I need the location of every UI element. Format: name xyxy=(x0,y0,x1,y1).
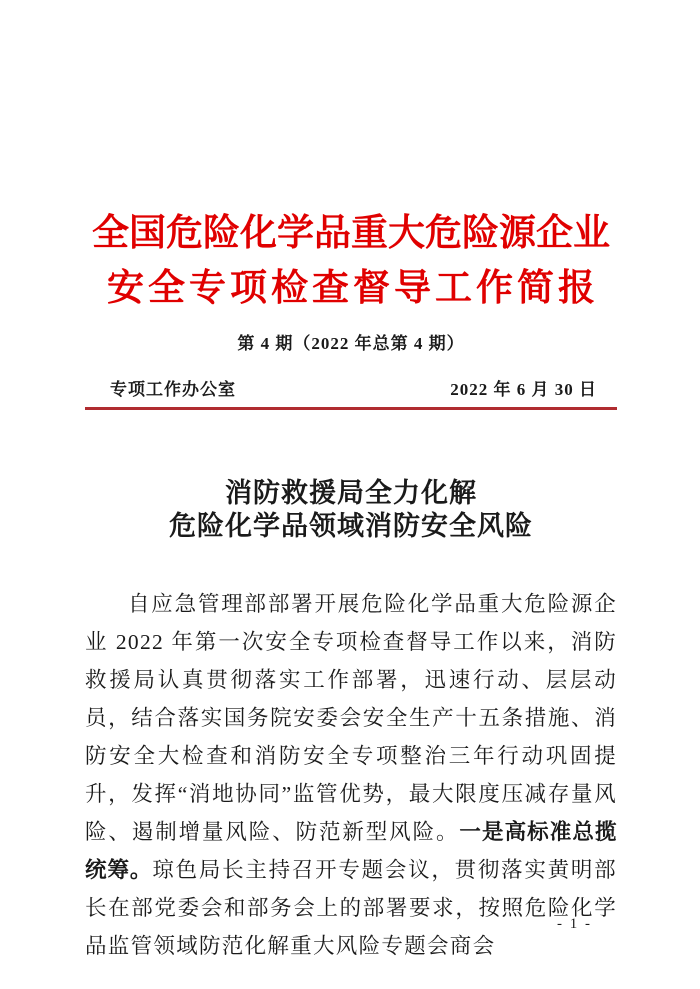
doc-title-line2: 安全专项检查督导工作简报 xyxy=(107,268,599,309)
body-paragraph xyxy=(85,585,617,965)
paragraph-bold-sentence: 一是高标准总揽统筹。 xyxy=(85,820,617,882)
doc-title xyxy=(85,206,617,316)
masthead-divider-rule xyxy=(85,407,617,410)
article-heading xyxy=(85,477,617,543)
office-date-row xyxy=(85,375,617,400)
doc-title-line1: 全国危险化学品重大危险源企业 xyxy=(92,213,610,254)
paragraph-text-before: 自应急管理部部署开展危险化学品重大危险源企业 2022 年第一次安全专项检查督导工作以来，消防救援局认真贯彻落实工作部署，迅速行动、层层动员，结合落实国务院安委会安全生产十五条措施、消防安全大检查和消防安全专项整治三年行动巩固提升，发挥“消地协同”监管优势，最大限度压减存量风险、遏制增量风险、防范新型风险。 xyxy=(85,592,617,844)
paragraph-text-after: 琼色局长主持召开专题会议，贯彻落实黄明部长在部党委会和部务会上的部署要求，按照危险化学品监管领域防范化解重大风险专题会商会 xyxy=(85,858,617,958)
article-heading-line2: 危险化学品领域消防安全风险 xyxy=(169,511,533,541)
issue-date: 2022 年 6 月 30 日 xyxy=(450,380,597,399)
issue-line: 第 4 期（2022 年总第 4 期） xyxy=(237,334,465,353)
page-content xyxy=(85,0,617,965)
page-number: - 1 - xyxy=(557,916,592,932)
issuing-office: 专项工作办公室 xyxy=(110,380,236,399)
article-heading-line1: 消防救援局全力化解 xyxy=(225,478,477,508)
